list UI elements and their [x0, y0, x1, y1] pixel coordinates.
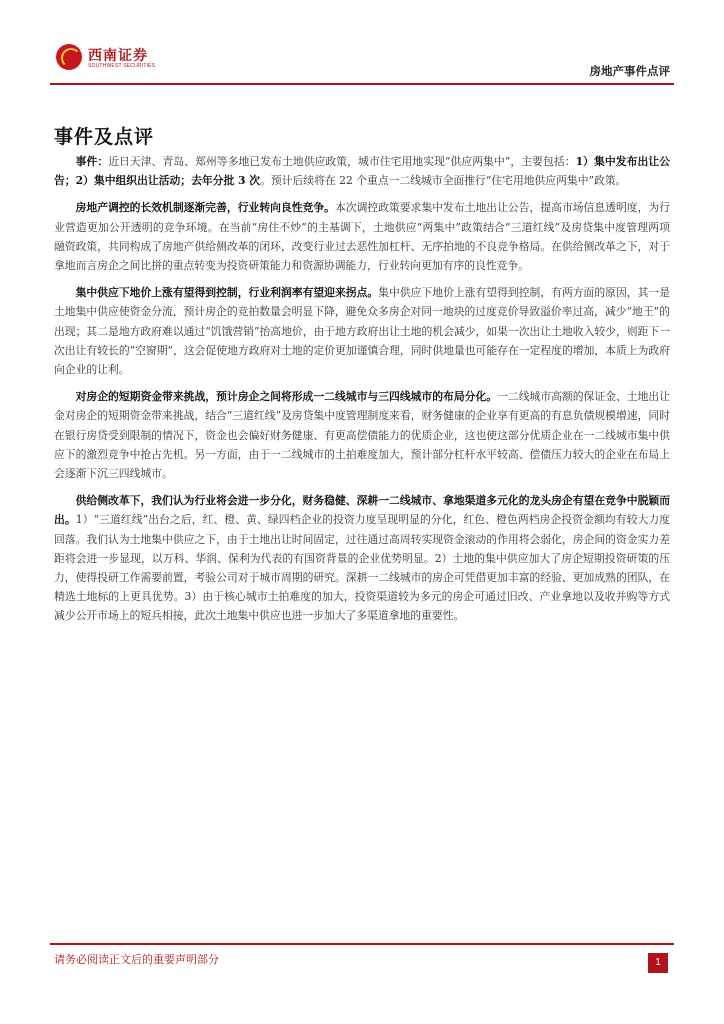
paragraph-lead: 对房企的短期资金带来挑战，预计房企之间将形成一二线城市与三四线城市的布局分化。	[75, 390, 498, 404]
paragraph-text: 集中供应下地价上涨有望得到控制，有两方面的原因，其一是土地集中供应使资金分流，预计房企的竞拍数量会明显下降，避免众多房企对同一地块的过度竞价导致溢价率过高，减少“地王”的出现；其二是地方政府难以通过“饥饿营销”抬高地价，由于地方政府出让土地的机会减少，如果一次出让土地收入较少，则距下一次出让有较长的“空窗期”，这会促使地方政府对土地的定价更加谨慎合理，同时供地量也可能存在一定程度的增加，本质上为政府向企业的让利。	[54, 286, 671, 377]
paragraph-lead: 事件：	[75, 155, 109, 168]
company-logo	[56, 44, 176, 76]
paragraph-land-price	[54, 283, 670, 379]
header-divider	[50, 83, 674, 85]
logo-emblem-icon	[56, 44, 82, 70]
paragraph-bold-text: 1）集中发布出让公告；2）集中组织出让活动；去年分批 3 次	[54, 155, 671, 188]
paragraph-event	[54, 152, 670, 190]
paragraph-lead: 集中供应下地价上涨有望得到控制，行业利润率有望迎来拐点。	[75, 286, 379, 300]
report-section-label: 房地产事件点评	[589, 64, 670, 78]
page-number: 1	[648, 953, 668, 973]
page-title: 事件及点评	[54, 126, 155, 148]
paragraph-text: 近日天津、青岛、郑州等多地已发布土地供应政策，城市住宅用地实现“供应两集中”，主要包括：	[108, 155, 576, 168]
paragraph-text: 一二线城市高额的保证金、土地出让金对房企的短期资金带来挑战，结合“三道红线”及房贷集中度管理制度来看，财务健康的企业享有更高的有息负债规模增速，同时在银行房贷受到限制的情况下，资金也会偏好财务健康、有更高偿债能力的优质企业，这也使这部分优质企业在一二线城市集中供应下的激烈竞争中抢占先机。另一方面，由于一二线城市的土拍难度加大，预计部分杠杆水平较高、偿债压力较大的企业在布局上会逐渐下沉三四线城市。	[54, 390, 671, 481]
paragraph-text: 。预计后续将在 22 个重点一二线城市全面推行“住宅用地供应两集中”政策。	[260, 174, 627, 188]
paragraph-lead: 供给侧改革下，我们认为行业将会进一步分化，财务稳健、深耕一二线城市、拿地渠道多元化的龙头房企有望在竞争中脱颖而出。	[54, 494, 670, 527]
paragraph-regulation	[54, 198, 670, 275]
paragraph-text: 本次调控政策要求集中发布土地出让公告，提高市场信息透明度，为行业营造更加公开透明的竞争环境。在当前“房住不炒”的主基调下，土地供应“两集中”政策结合“三道红线”及房贷集中度管理两项融资政策，共同构成了房地产供给侧改革的闭环，改变行业过去恶性加杠杆、无序拍地的不良竞争格局。在供给侧改革之下，对于拿地而言房企之间比拼的重点转变为投资研策能力和资源协调能力，行业转向更加有序的良性竞争。	[54, 201, 671, 273]
footer-divider	[50, 943, 674, 945]
paragraph-industry-differentiation	[54, 491, 670, 625]
page-header	[0, 0, 724, 90]
paragraph-text: 1）“三道红线”出台之后，红、橙、黄、绿四档企业的投资力度呈现明显的分化，红色、橙色两档房企投资金额均有较大力度回落。我们认为土地集中供应之下，由于土地出让时间固定，过往通过高周转实现资金滚动的作用将会弱化，房企间的资金实力差距将会进一步显现，以万科、华润、保利为代表的有国资背景的企业优势明显。2）土地的集中供应加大了房企短期投资研策的压力，使得投研工作需要前置，考验公司对于城市周期的研究。深耕一二线城市的房企可凭借更加丰富的经验、更加成熟的团队，在精选土地标的上更具优势。3）由于核心城市土拍难度的加大，投资渠道较为多元的房企可通过旧改、产业拿地以及收并购等方式减少公开市场上的短兵相接，此次土地集中供应也进一步加大了多渠道拿地的重要性。	[54, 513, 671, 623]
paragraph-lead: 房地产调控的长效机制逐渐完善，行业转向良性竞争。	[75, 201, 335, 215]
report-body	[54, 152, 670, 634]
logo-chinese-name: 西南证券	[88, 48, 148, 64]
logo-english-name: SOUTHWEST SECURITIES	[88, 63, 156, 69]
paragraph-capital-challenge	[54, 387, 670, 483]
footer-disclaimer: 请务必阅读正文后的重要声明部分	[54, 953, 219, 966]
